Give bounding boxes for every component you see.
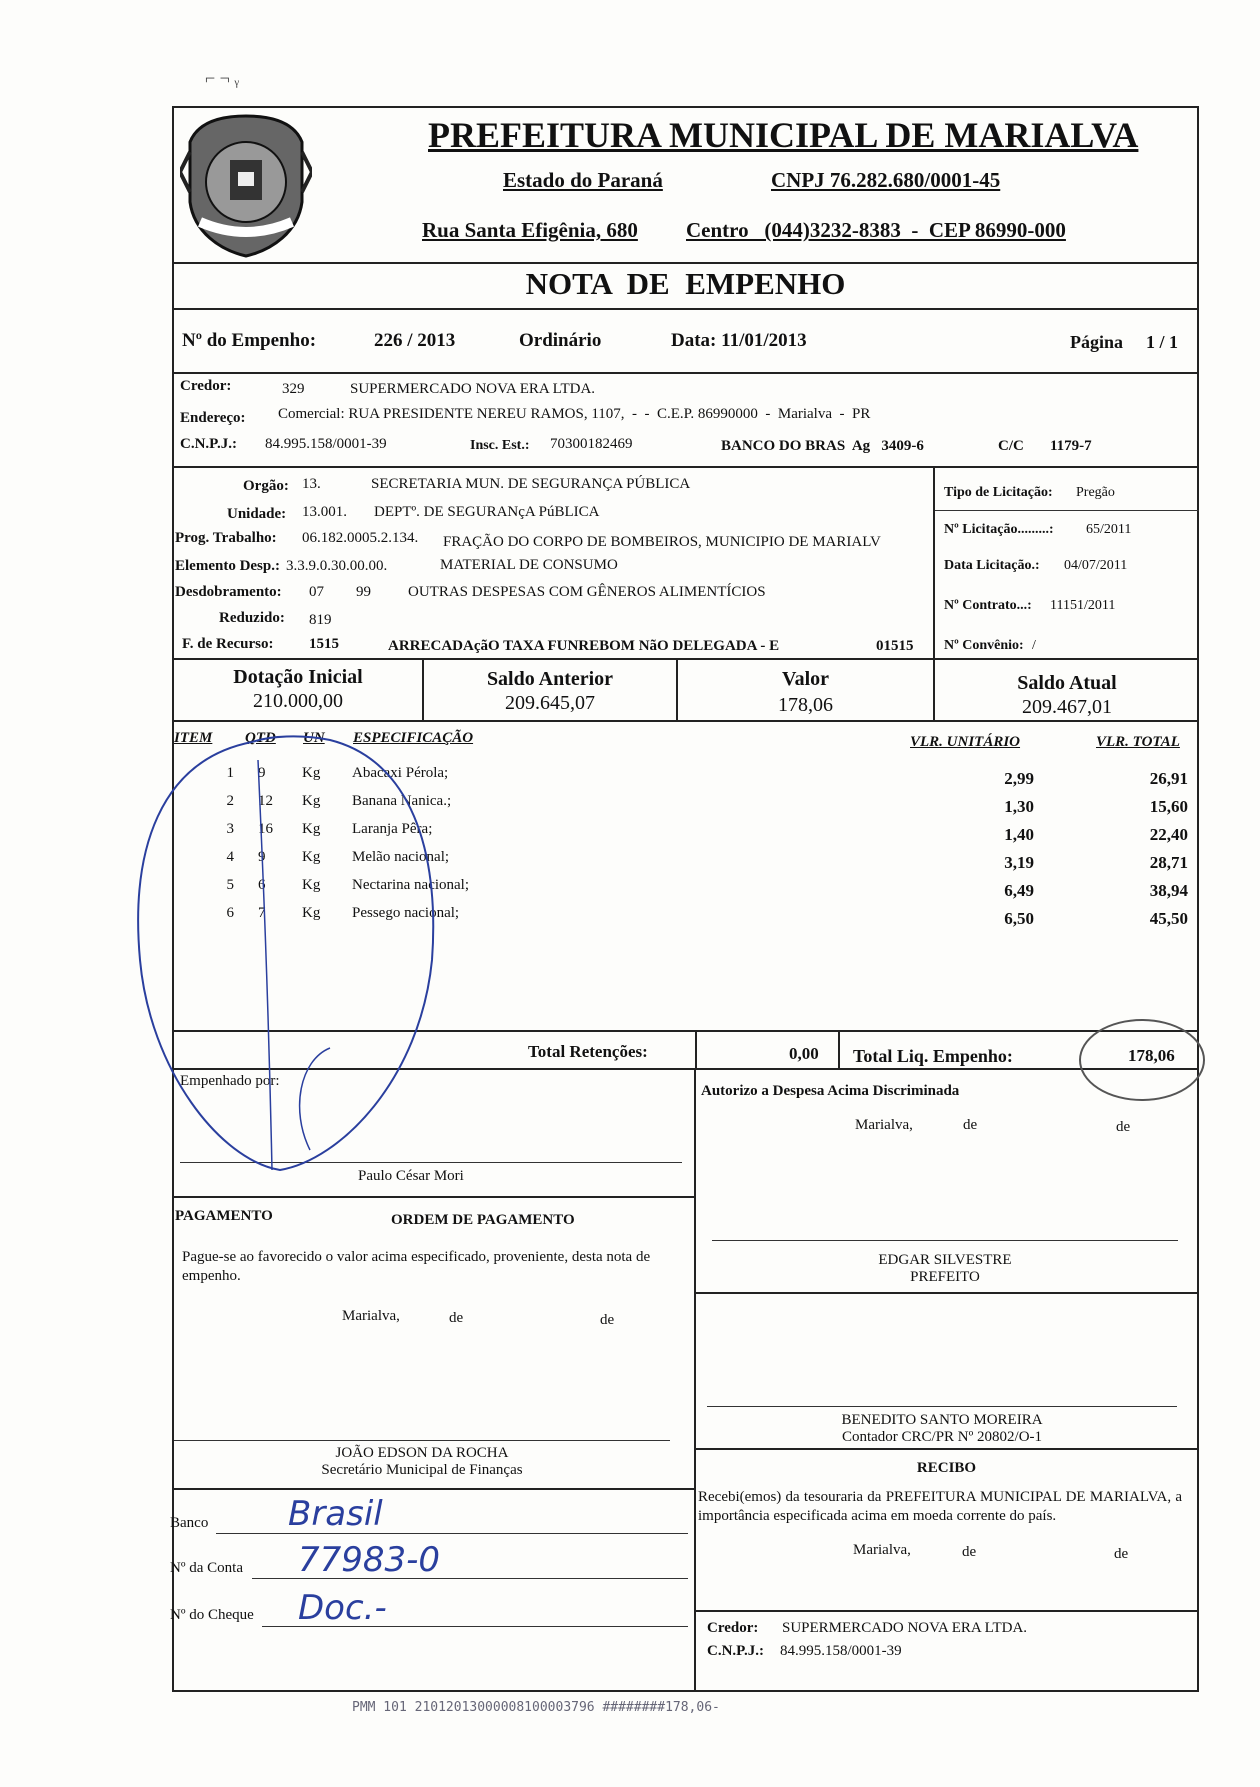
divider bbox=[172, 466, 1199, 468]
data-licitacao-value: 04/07/2011 bbox=[1064, 558, 1128, 573]
item-esp: Nectarina nacional; bbox=[352, 877, 470, 893]
saldo-atual-value: 209.467,01 bbox=[1022, 696, 1112, 718]
divider bbox=[172, 1488, 694, 1490]
fonte-name: ARRECADAçãO TAXA FUNREBOM NãO DELEGADA - E bbox=[388, 638, 780, 654]
unidade-label: Unidade: bbox=[227, 506, 287, 522]
divider bbox=[172, 372, 1199, 374]
fonte-code2: 01515 bbox=[876, 638, 914, 654]
contador-name: BENEDITO SANTO MOREIRA bbox=[841, 1412, 1043, 1428]
divider bbox=[694, 1292, 1199, 1294]
ordem-pagamento-label: ORDEM DE PAGAMENTO bbox=[391, 1212, 575, 1228]
prefeito-title: PREFEITO bbox=[910, 1269, 980, 1285]
dotacao-value: 210.000,00 bbox=[253, 690, 343, 712]
liq-empenho-label: Total Liq. Empenho: bbox=[853, 1046, 1013, 1066]
signature-line bbox=[174, 1440, 670, 1441]
item-un: Kg bbox=[302, 793, 321, 809]
de-1b: de bbox=[1116, 1119, 1131, 1135]
divider bbox=[694, 1068, 696, 1692]
scan-mark: ⌐ ¬ ᵧ bbox=[205, 68, 240, 88]
item-esp: Laranja Pêra; bbox=[352, 821, 433, 837]
conta-handwritten: 77983-0 bbox=[298, 1540, 441, 1580]
de-2b: de bbox=[600, 1312, 615, 1328]
item-vunit: 3,19 bbox=[1004, 853, 1034, 872]
item-qtd: 9 bbox=[258, 765, 266, 781]
page-title: PREFEITURA MUNICIPAL DE MARIALVA bbox=[428, 115, 1139, 155]
signature-line bbox=[180, 1162, 682, 1163]
insc-value: 70300182469 bbox=[550, 436, 633, 452]
item-vunit: 6,49 bbox=[1004, 881, 1034, 900]
item-item: 5 bbox=[226, 877, 234, 893]
item-vunit: 6,50 bbox=[1004, 909, 1034, 928]
item-vunit: 1,40 bbox=[1004, 825, 1034, 844]
doc-title: NOTA DE EMPENHO bbox=[525, 266, 846, 301]
divider bbox=[172, 308, 1199, 310]
credor-name: SUPERMERCADO NOVA ERA LTDA. bbox=[350, 381, 596, 397]
reduzido-label: Reduzido: bbox=[219, 610, 285, 626]
empenhado-name: Paulo César Mori bbox=[358, 1168, 464, 1184]
bank-info: BANCO DO BRAS Ag 3409-6 bbox=[721, 438, 924, 454]
orgao-code: 13. bbox=[302, 476, 321, 492]
item-item: 4 bbox=[226, 849, 234, 865]
cheque-label: Nº do Cheque bbox=[170, 1607, 254, 1623]
saldo-anterior-label: Saldo Anterior bbox=[486, 668, 614, 690]
item-vtotal: 22,40 bbox=[1149, 825, 1188, 844]
prog-code: 06.182.0005.2.134. bbox=[302, 530, 419, 546]
contador-title: Contador CRC/PR Nº 20802/O-1 bbox=[841, 1429, 1043, 1445]
divider bbox=[172, 1196, 694, 1198]
item-un: Kg bbox=[302, 905, 321, 921]
state-label: Estado do Paraná bbox=[503, 168, 663, 192]
col-qtd: QTD bbox=[245, 730, 276, 746]
item-esp: Pessego nacional; bbox=[352, 905, 460, 921]
divider bbox=[935, 510, 1199, 511]
cnpj-label-footer: C.N.P.J.: bbox=[707, 1643, 764, 1659]
page-label: Página bbox=[1070, 332, 1124, 352]
credor-label-footer: Credor: bbox=[707, 1620, 759, 1636]
retencoes-label: Total Retenções: bbox=[528, 1042, 648, 1061]
item-vtotal: 28,71 bbox=[1149, 853, 1188, 872]
divider bbox=[694, 1610, 1199, 1612]
fonte-label: F. de Recurso: bbox=[182, 636, 274, 652]
divider bbox=[694, 1448, 1199, 1450]
page-number: 1 / 1 bbox=[1146, 332, 1179, 352]
banco-line bbox=[216, 1533, 688, 1534]
divider bbox=[838, 1030, 840, 1068]
de-2a: de bbox=[449, 1310, 464, 1326]
cnpj-label: CNPJ 76.282.680/0001-45 bbox=[771, 168, 1001, 192]
item-qtd: 9 bbox=[258, 849, 266, 865]
recibo-text: Recebi(emos) da tesouraria da PREFEITURA MUNICIPAL DE MARIALVA, a importância especificada acima em moeda corrente do país. bbox=[698, 1489, 1182, 1524]
cnpj-footer: 84.995.158/0001-39 bbox=[780, 1643, 902, 1659]
divider bbox=[695, 1030, 697, 1068]
de-3b: de bbox=[1114, 1546, 1129, 1562]
item-qtd: 12 bbox=[258, 793, 273, 809]
item-item: 3 bbox=[226, 821, 234, 837]
convenio-value: / bbox=[1032, 638, 1036, 653]
fonte-code: 1515 bbox=[309, 636, 339, 652]
divider bbox=[172, 658, 1199, 660]
item-vtotal: 15,60 bbox=[1149, 797, 1188, 816]
col-un: UN bbox=[303, 730, 325, 746]
valor-label: Valor bbox=[781, 668, 830, 690]
item-vtotal: 45,50 bbox=[1149, 909, 1188, 928]
prog-name: FRAÇÃO DO CORPO DE BOMBEIROS, MUNICIPIO DE MARIALV bbox=[443, 534, 881, 550]
credor-cnpj: 84.995.158/0001-39 bbox=[265, 436, 387, 452]
credor-name-footer: SUPERMERCADO NOVA ERA LTDA. bbox=[782, 1620, 1028, 1636]
convenio-label: Nº Convênio: bbox=[944, 638, 1024, 653]
cnpj-field-label: C.N.P.J.: bbox=[180, 436, 237, 452]
num-licitacao-label: Nº Licitação.........: bbox=[944, 522, 1054, 537]
item-vunit: 1,30 bbox=[1004, 797, 1034, 816]
footer-code: PMM 101 21012013000008100003796 ########178,06- bbox=[352, 1700, 720, 1715]
tipo-licitacao-label: Tipo de Licitação: bbox=[944, 485, 1053, 500]
empenho-date: Data: 11/01/2013 bbox=[671, 330, 807, 351]
pague-text: Pague-se ao favorecido o valor acima especificado, proveniente, desta nota de empenho. bbox=[182, 1249, 651, 1284]
cheque-handwritten: Doc.- bbox=[298, 1588, 387, 1628]
orgao-name: SECRETARIA MUN. DE SEGURANÇA PÚBLICA bbox=[371, 476, 691, 492]
item-item: 2 bbox=[226, 793, 234, 809]
autorizo-label: Autorizo a Despesa Acima Discriminada bbox=[701, 1083, 960, 1099]
prog-label: Prog. Trabalho: bbox=[175, 530, 277, 546]
insc-label: Insc. Est.: bbox=[470, 438, 530, 453]
pagamento-label: PAGAMENTO bbox=[175, 1208, 273, 1224]
item-esp: Banana Nanica.; bbox=[352, 793, 452, 809]
divider bbox=[172, 262, 1199, 264]
seal-icon bbox=[180, 112, 312, 260]
divider bbox=[933, 466, 935, 660]
item-un: Kg bbox=[302, 821, 321, 837]
col-item: ITEM bbox=[174, 730, 213, 746]
divider bbox=[172, 1030, 1199, 1032]
banco-handwritten: Brasil bbox=[288, 1494, 383, 1534]
tipo-licitacao-value: Pregão bbox=[1076, 485, 1115, 500]
liq-empenho-value: 178,06 bbox=[1128, 1046, 1175, 1065]
credor-address: Comercial: RUA PRESIDENTE NEREU RAMOS, 1107, - - C.E.P. 86990000 - Marialva - PR bbox=[278, 406, 871, 422]
de-3a: de bbox=[962, 1544, 977, 1560]
district-label: Centro (044)3232-8383 - CEP 86990-000 bbox=[686, 218, 1066, 242]
empenhado-label: Empenhado por: bbox=[180, 1073, 280, 1089]
item-vtotal: 38,94 bbox=[1149, 881, 1188, 900]
secretario-title: Secretário Municipal de Finanças bbox=[321, 1462, 523, 1478]
empenho-num: 226 / 2013 bbox=[374, 330, 456, 351]
unidade-name: DEPTº. DE SEGURANçA PúBLICA bbox=[374, 504, 600, 520]
item-vunit: 2,99 bbox=[1004, 769, 1034, 788]
valor-value: 178,06 bbox=[778, 694, 833, 716]
saldo-atual-label: Saldo Atual bbox=[1017, 672, 1117, 694]
item-un: Kg bbox=[302, 765, 321, 781]
place-marialva-3: Marialva, bbox=[853, 1542, 911, 1558]
de-1a: de bbox=[963, 1117, 978, 1133]
saldo-anterior-value: 209.645,07 bbox=[505, 692, 595, 714]
item-qtd: 6 bbox=[258, 877, 266, 893]
num-licitacao-value: 65/2011 bbox=[1086, 522, 1132, 537]
divider bbox=[172, 720, 1199, 722]
col-vlr-total: VLR. TOTAL bbox=[1096, 734, 1180, 750]
retencoes-value: 0,00 bbox=[789, 1044, 819, 1063]
desdobramento-code1: 07 bbox=[309, 584, 324, 600]
item-item: 6 bbox=[226, 905, 234, 921]
item-qtd: 16 bbox=[258, 821, 273, 837]
signature-line bbox=[707, 1406, 1177, 1407]
item-esp: Abacaxi Pérola; bbox=[352, 765, 449, 781]
cc-label: C/C bbox=[998, 438, 1024, 454]
contrato-value: 11151/2011 bbox=[1050, 598, 1116, 613]
desdobramento-name: OUTRAS DESPESAS COM GÊNEROS ALIMENTÍCIOS bbox=[408, 584, 766, 600]
elemento-code: 3.3.9.0.30.00.00. bbox=[286, 558, 388, 574]
elemento-label: Elemento Desp.: bbox=[175, 558, 280, 574]
recibo-label: RECIBO bbox=[916, 1460, 977, 1476]
item-un: Kg bbox=[302, 849, 321, 865]
item-esp: Melão nacional; bbox=[352, 849, 450, 865]
elemento-name: MATERIAL DE CONSUMO bbox=[440, 557, 618, 573]
address-label: Rua Santa Efigênia, 680 bbox=[422, 218, 638, 242]
signature-line bbox=[712, 1240, 1178, 1241]
col-especificacao: ESPECIFICAÇÃO bbox=[353, 730, 474, 746]
empenho-num-label: Nº do Empenho: bbox=[182, 330, 317, 351]
place-marialva-2: Marialva, bbox=[342, 1308, 400, 1324]
item-vtotal: 26,91 bbox=[1149, 769, 1188, 788]
credor-label: Credor: bbox=[180, 378, 232, 394]
cc-value: 1179-7 bbox=[1050, 438, 1092, 454]
unidade-code: 13.001. bbox=[302, 504, 347, 520]
prefeito-name: EDGAR SILVESTRE bbox=[878, 1252, 1012, 1268]
item-item: 1 bbox=[226, 765, 234, 781]
divider bbox=[172, 1068, 1199, 1070]
banco-label: Banco bbox=[170, 1515, 209, 1531]
col-vlr-unitario: VLR. UNITÁRIO bbox=[910, 734, 1021, 750]
place-marialva-1: Marialva, bbox=[855, 1117, 913, 1133]
empenho-type: Ordinário bbox=[519, 330, 602, 351]
address-field-label: Endereço: bbox=[180, 410, 246, 426]
conta-label: Nº da Conta bbox=[170, 1560, 243, 1576]
reduzido-value: 819 bbox=[309, 612, 332, 628]
secretario-name: JOÃO EDSON DA ROCHA bbox=[335, 1445, 509, 1461]
dotacao-label: Dotação Inicial bbox=[233, 666, 363, 688]
desdobramento-label: Desdobramento: bbox=[175, 584, 282, 600]
city-seal bbox=[180, 112, 312, 260]
orgao-label: Orgão: bbox=[243, 478, 289, 494]
desdobramento-code2: 99 bbox=[356, 584, 371, 600]
item-un: Kg bbox=[302, 877, 321, 893]
contrato-label: Nº Contrato...: bbox=[944, 598, 1032, 613]
item-qtd: 7 bbox=[258, 905, 266, 921]
credor-code: 329 bbox=[282, 381, 305, 397]
data-licitacao-label: Data Licitação.: bbox=[944, 558, 1040, 573]
